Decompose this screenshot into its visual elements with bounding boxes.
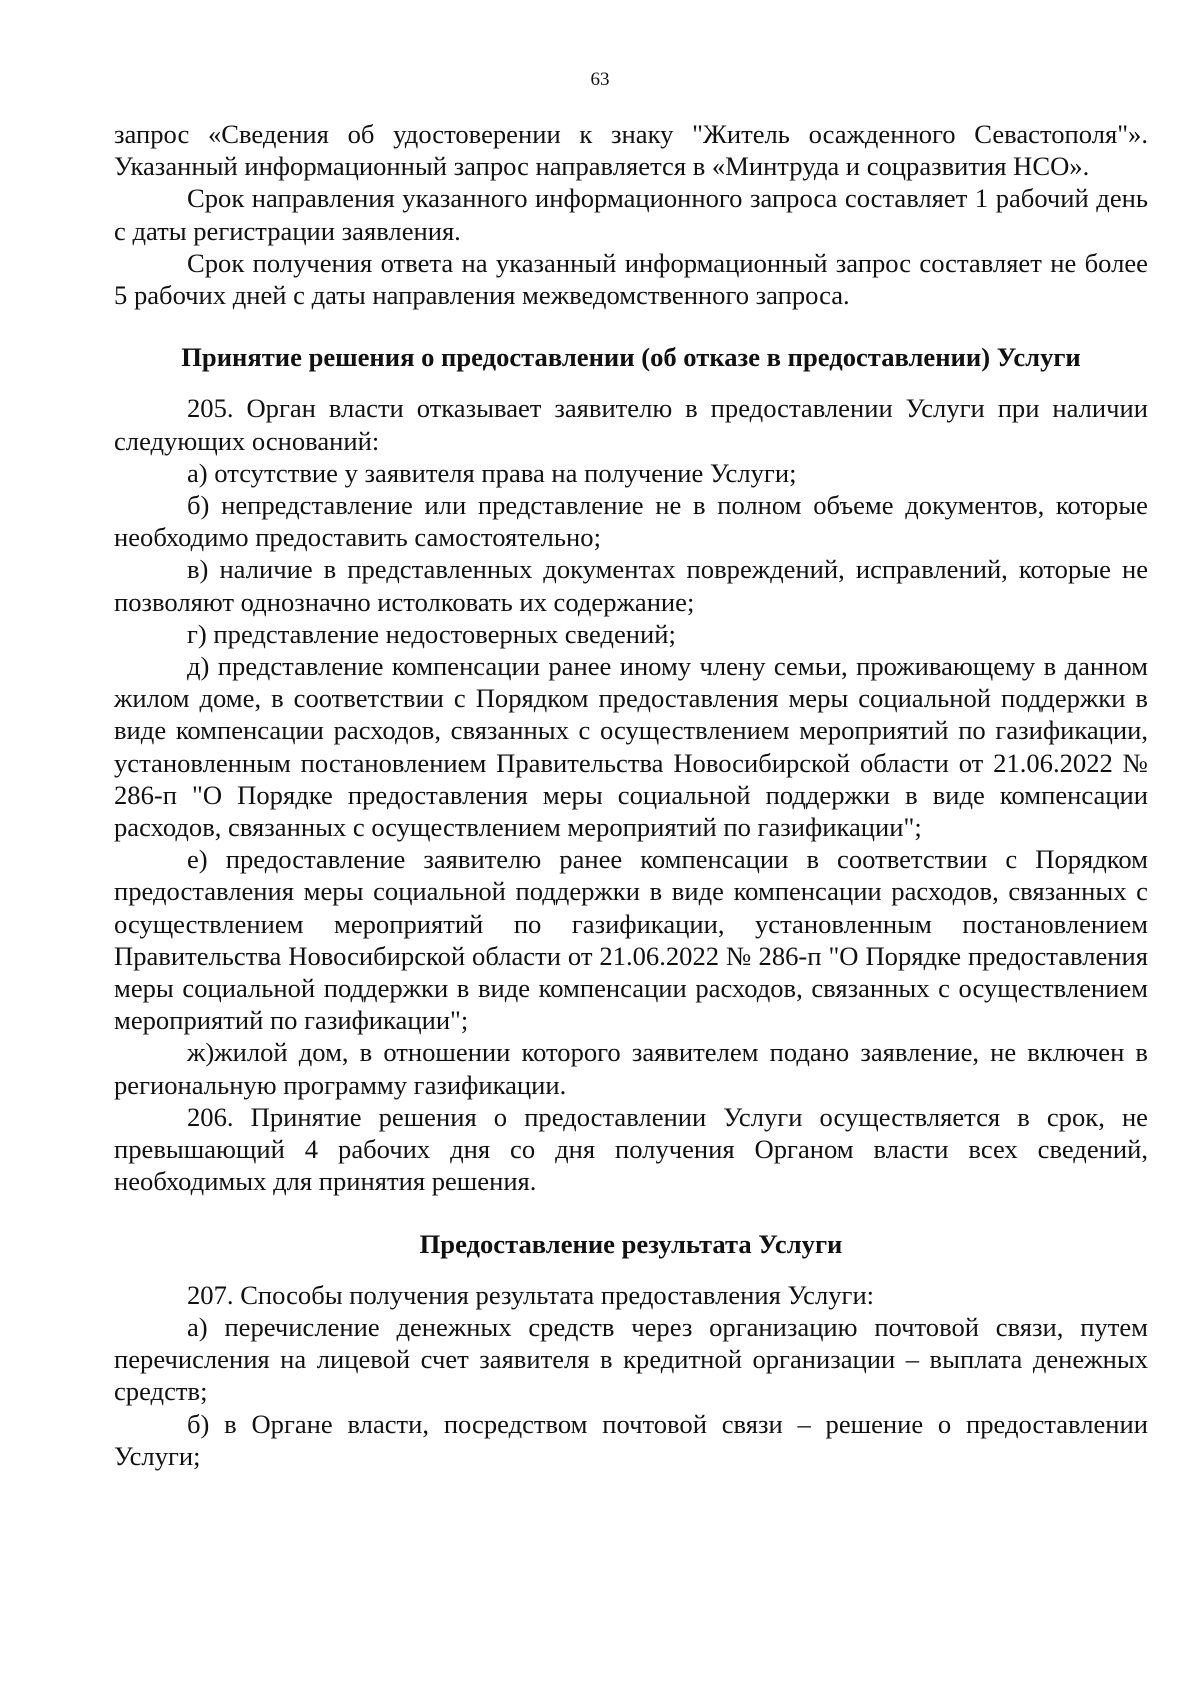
intro-paragraph-3: Срок получения ответа на указанный информационный запрос составляет не более 5 рабочих дней с даты направления межведомственного запроса. xyxy=(114,247,1148,311)
clause-207-a: а) перечисление денежных средств через организацию почтовой связи, путем перечисления на лицевой счет заявителя в кредитной организации – выплата денежных средств; xyxy=(114,1311,1148,1407)
clause-205-b: б) непредставление или представление не в полном объеме документов, которые необходимо предоставить самостоятельно; xyxy=(114,490,1148,553)
clause-205-e: е) предоставление заявителю ранее компенсации в соответствии с Порядком предоставления меры социальной поддержки в виде компенсации расходов, связанных с осуществлением мероприятий по газификации, установленным постановлением Правительства Новосибирской области от 21.06.2022 № 286-п "О Порядке предоставления меры социальной поддержки в виде компенсации расходов, связанных с осуществлением мероприятий по газификации"; xyxy=(114,844,1148,1036)
clause-207-b: б) в Органе власти, посредством почтовой связи – решение о предоставлении Услуги; xyxy=(114,1408,1148,1471)
clause-205-g: г) представление недостоверных сведений; xyxy=(187,618,676,649)
page-number: 63 xyxy=(590,69,610,90)
clause-206: 206. Принятие решения о предоставлении Услуги осуществляется в срок, не превышающий 4 рабочих дня со дня получения Органом власти всех сведений, необходимых для принятия решения. xyxy=(114,1101,1148,1197)
clause-205-v: в) наличие в представленных документах повреждений, исправлений, которые не позволяют однозначно истолковать их содержание; xyxy=(114,554,1148,617)
clause-205-d: д) представление компенсации ранее иному члену семьи, проживающему в данном жилом доме, в соответствии с Порядком предоставления меры социальной поддержки в виде компенсации расходов, связанных с осуществлением мероприятий по газификации, установленным постановлением Правительства Новосибирской области от 21.06.2022 № 286-п "О Порядке предоставления меры социальной поддержки в виде компенсации расходов, связанных с осуществлением мероприятий по газификации"; xyxy=(114,651,1148,843)
clause-205-zh: ж)жилой дом, в отношении которого заявителем подано заявление, не включен в региональную программу газификации. xyxy=(114,1037,1148,1100)
clause-205-a: а) отсутствие у заявителя права на получение Услуги; xyxy=(187,457,797,488)
intro-paragraph-1: запрос «Сведения об удостоверении к знаку "Житель осажденного Севастополя"». Указанный информационный запрос направляется в «Минтруда и соцразвития НСО». xyxy=(114,119,1148,182)
section-heading-result: Предоставление результата Услуги xyxy=(419,1228,843,1259)
document-body xyxy=(114,118,1148,1472)
clause-207: 207. Способы получения результата предоставления Услуги: xyxy=(187,1279,875,1310)
clause-205: 205. Орган власти отказывает заявителю в предоставлении Услуги при наличии следующих оснований: xyxy=(114,393,1148,456)
section-heading-decision: Принятие решения о предоставлении (об отказе в предоставлении) Услуги xyxy=(181,342,1081,373)
intro-paragraph-2: Срок направления указанного информационного запроса составляет 1 рабочий день с даты регистрации заявления. xyxy=(114,183,1148,246)
